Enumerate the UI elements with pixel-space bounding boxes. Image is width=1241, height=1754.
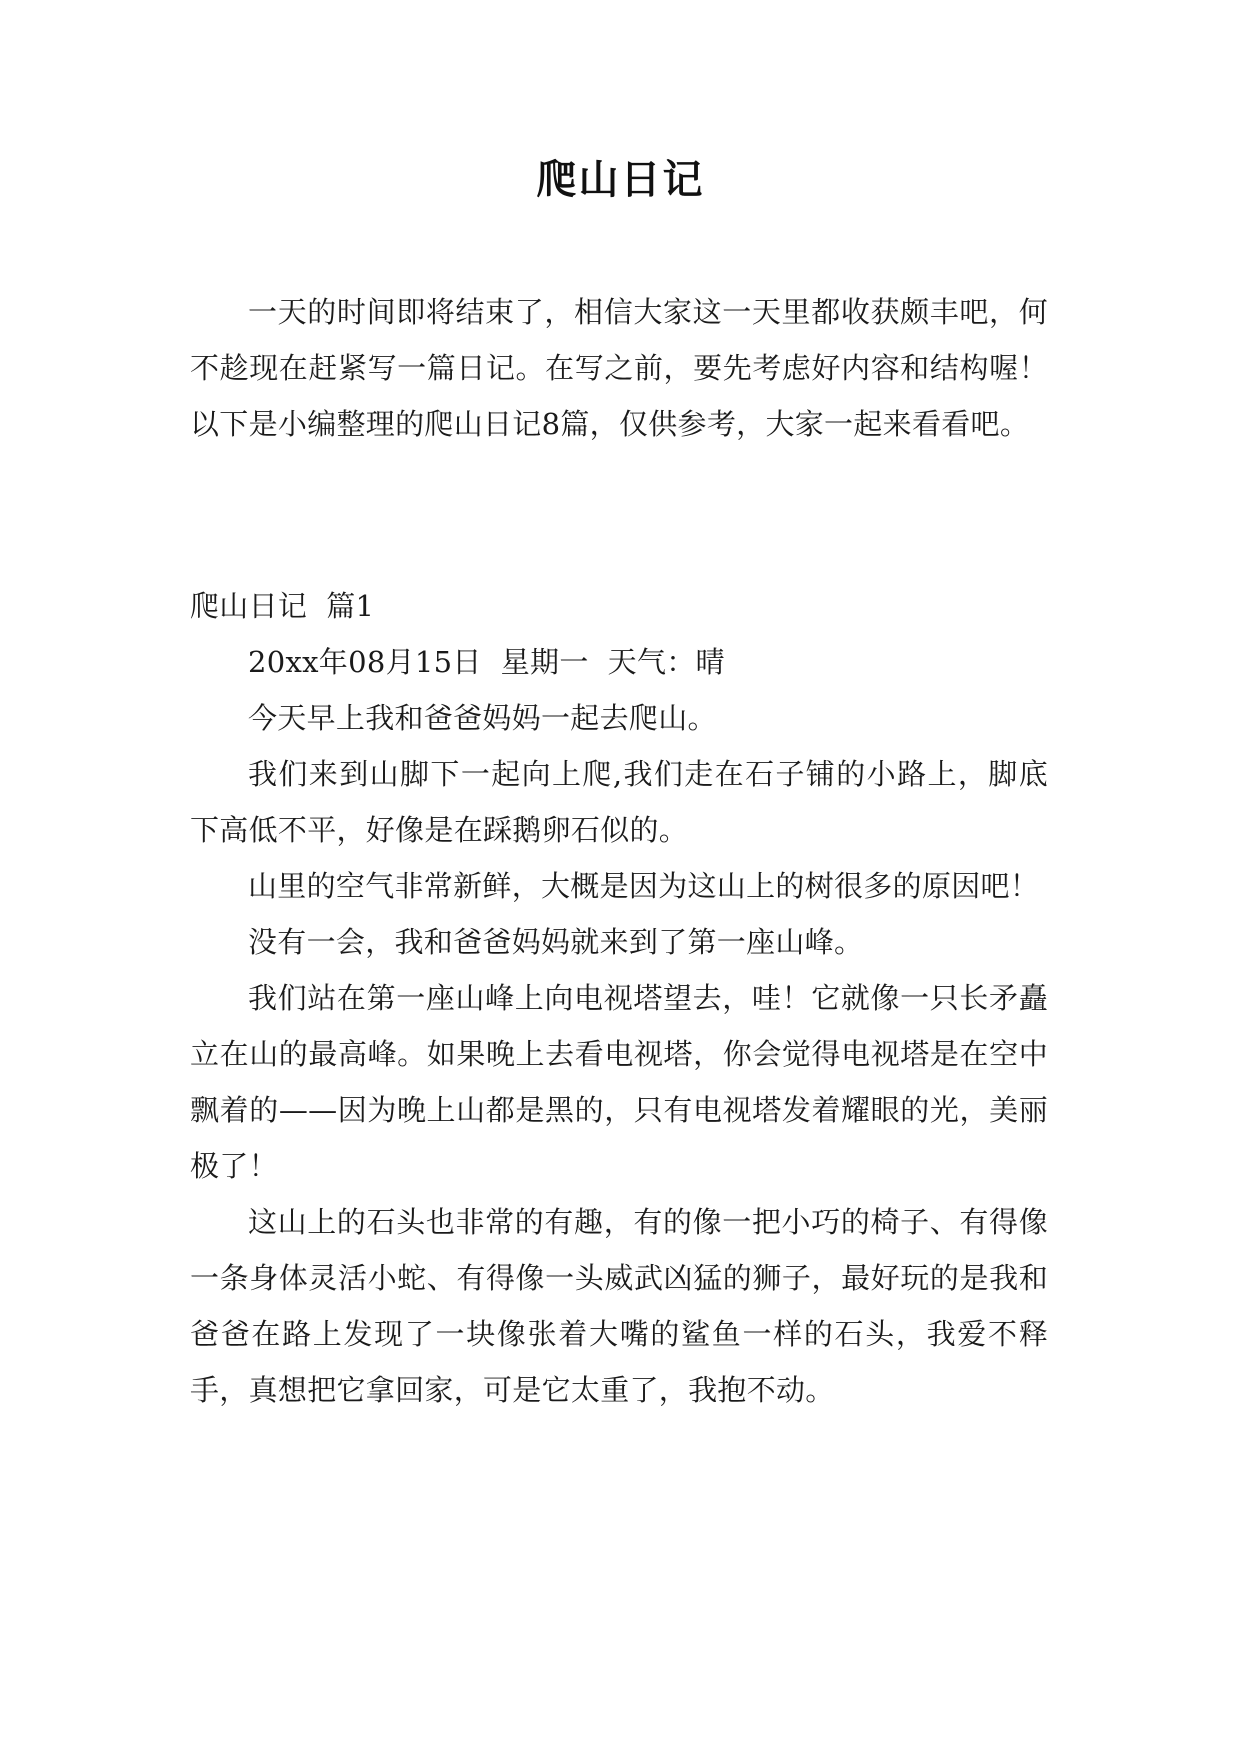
body-paragraph: 这山上的石头也非常的有趣，有的像一把小巧的椅子、有得像一条身体灵活小蛇、有得像一头威武凶猛的狮子，最好玩的是我和爸爸在路上发现了一块像张着大嘴的鲨鱼一样的石头，我爱不释手，真想把它拿回家，可是它太重了，我抱不动。 — [190, 1205, 1048, 1407]
body-paragraph: 我们来到山脚下一起向上爬,我们走在石子铺的小路上，脚底下高低不平，好像是在踩鹅卵石似的。 — [190, 757, 1048, 847]
body-paragraph: 没有一会，我和爸爸妈妈就来到了第一座山峰。 — [248, 925, 864, 959]
intro-paragraph: 一天的时间即将结束了，相信大家这一天里都收获颇丰吧，何不趁现在赶紧写一篇日记。在写之前，要先考虑好内容和结构喔！以下是小编整理的爬山日记8篇，仅供参考，大家一起来看看吧。 — [190, 295, 1048, 441]
document-title: 爬山日记 — [536, 157, 705, 203]
diary-entry — [190, 578, 1048, 1418]
body-paragraph: 今天早上我和爸爸妈妈一起去爬山。 — [248, 701, 717, 735]
intro-block — [190, 284, 1048, 452]
body-paragraph: 山里的空气非常新鲜，大概是因为这山上的树很多的原因吧！ — [248, 869, 1040, 903]
date-line: 20xx年08月15日 星期一 天气：晴 — [248, 645, 725, 679]
body-paragraph: 我们站在第一座山峰上向电视塔望去，哇！它就像一只长矛矗立在山的最高峰。如果晚上去看电视塔，你会觉得电视塔是在空中飘着的——因为晚上山都是黑的，只有电视塔发着耀眼的光，美丽极了！ — [190, 981, 1048, 1183]
section-heading: 爬山日记 篇1 — [190, 589, 375, 623]
